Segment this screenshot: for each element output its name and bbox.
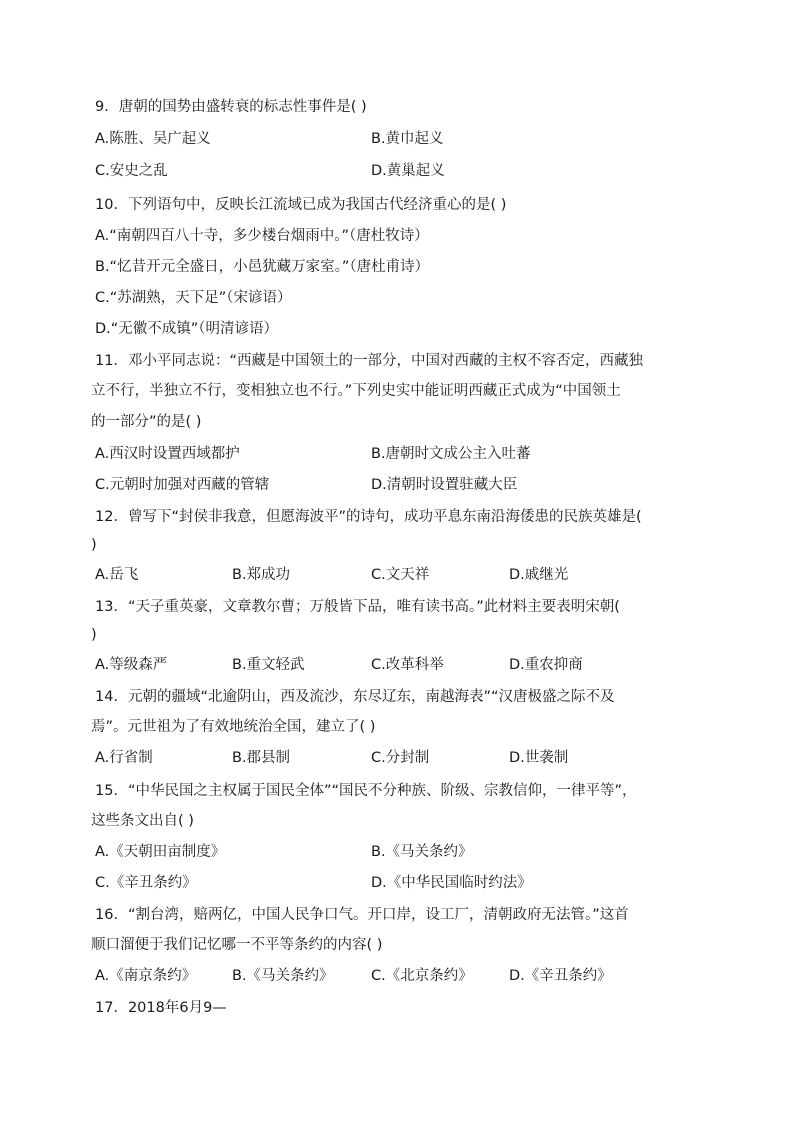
question-9-option-a: A.陈胜、吴广起义: [95, 131, 211, 147]
question-15-option-c: C.《辛丑条约》: [95, 875, 197, 891]
question-16-option-b: B.《马关条约》: [232, 968, 334, 984]
question-10-option-b: B.“忆昔开元全盛日，小邑犹藏万家室。”（唐杜甫诗）: [95, 259, 430, 275]
question-13-stem-line-1: 13．“天子重英豪，文章教尔曹；万般皆下品，唯有读书高。”此材料主要表明宋朝(: [95, 599, 620, 615]
question-11-stem-line-1: 11．邓小平同志说：“西藏是中国领土的一部分，中国对西藏的主权不容否定，西藏独: [95, 353, 643, 369]
question-9-option-c: C.安史之乱: [95, 163, 168, 179]
question-16-option-d: D.《辛丑条约》: [509, 968, 612, 984]
question-12-option-a: A.岳飞: [95, 567, 139, 583]
question-15-option-a: A.《天朝田亩制度》: [95, 844, 226, 860]
question-10-option-a: A.“南朝四百八十寺，多少楼台烟雨中。”（唐杜牧诗）: [95, 228, 429, 244]
question-14-option-a: A.行省制: [95, 750, 153, 766]
question-13-option-c: C.改革科举: [371, 657, 444, 673]
question-15-stem-line-2: 这些条文出自( ): [91, 813, 194, 829]
question-14-stem-line-1: 14．元朝的疆域“北逾阴山，西及流沙，东尽辽东，南越海表”“汉唐极盛之际不及: [95, 689, 615, 705]
question-16-option-a: A.《南京条约》: [95, 968, 197, 984]
question-11-option-b: B.唐朝时文成公主入吐蕃: [371, 446, 531, 462]
question-16-option-c: C.《北京条约》: [371, 968, 473, 984]
question-15-stem-line-1: 15．“中华民国之主权属于国民全体”“国民不分种族、阶级、宗教信仰，一律平等”，: [95, 783, 637, 799]
question-14-option-c: C.分封制: [371, 750, 430, 766]
question-11-stem-line-2: 立不行，半独立不行，变相独立也不行。”下列史实中能证明西藏正式成为“中国领土: [91, 383, 621, 399]
question-17-stem: 17．2018年6月9—: [95, 1000, 227, 1016]
question-14-option-b: B.郡县制: [232, 750, 291, 766]
question-11-option-a: A.西汉时设置西域都护: [95, 446, 240, 462]
question-13-stem-line-2: ): [91, 627, 97, 643]
question-12-stem-line-1: 12．曾写下“封侯非我意，但愿海波平”的诗句，成功平息东南沿海倭患的民族英雄是(: [95, 509, 642, 525]
question-10-option-d: D.“无徽不成镇”（明清谚语）: [95, 321, 279, 337]
question-12-option-b: B.郑成功: [232, 567, 291, 583]
question-10-stem: 10．下列语句中，反映长江流域已成为我国古代经济重心的是( ): [95, 197, 507, 213]
question-12-option-d: D.戚继光: [509, 567, 569, 583]
question-14-stem-line-2: 焉”。元世祖为了有效地统治全国，建立了( ): [91, 719, 376, 735]
question-12-stem-line-2: ): [91, 537, 97, 553]
question-12-option-c: C.文天祥: [371, 567, 430, 583]
question-9-option-d: D.黄巢起义: [371, 163, 445, 179]
question-11-option-d: D.清朝时设置驻藏大臣: [371, 477, 518, 493]
question-16-stem-line-2: 顺口溜便于我们记忆哪一不平等条约的内容( ): [91, 937, 383, 953]
question-11-stem-line-3: 的一部分”的是( ): [91, 414, 202, 430]
question-9-stem: 9．唐朝的国势由盛转衰的标志性事件是( ): [95, 99, 367, 115]
question-13-option-a: A.等级森严: [95, 657, 168, 673]
question-9-option-b: B.黄巾起义: [371, 131, 444, 147]
question-15-option-d: D.《中华民国临时约法》: [371, 875, 532, 891]
question-10-option-c: C.“苏湖熟，天下足”（宋谚语）: [95, 290, 292, 306]
question-11-option-c: C.元朝时加强对西藏的管辖: [95, 477, 270, 493]
question-15-option-b: B.《马关条约》: [371, 844, 473, 860]
question-14-option-d: D.世袭制: [509, 750, 569, 766]
question-13-option-b: B.重文轻武: [232, 657, 305, 673]
question-16-stem-line-1: 16．“割台湾，赔两亿，中国人民争口气。开口岸，设工厂，清朝政府无法管。”这首: [95, 907, 629, 923]
question-13-option-d: D.重农抑商: [509, 657, 583, 673]
